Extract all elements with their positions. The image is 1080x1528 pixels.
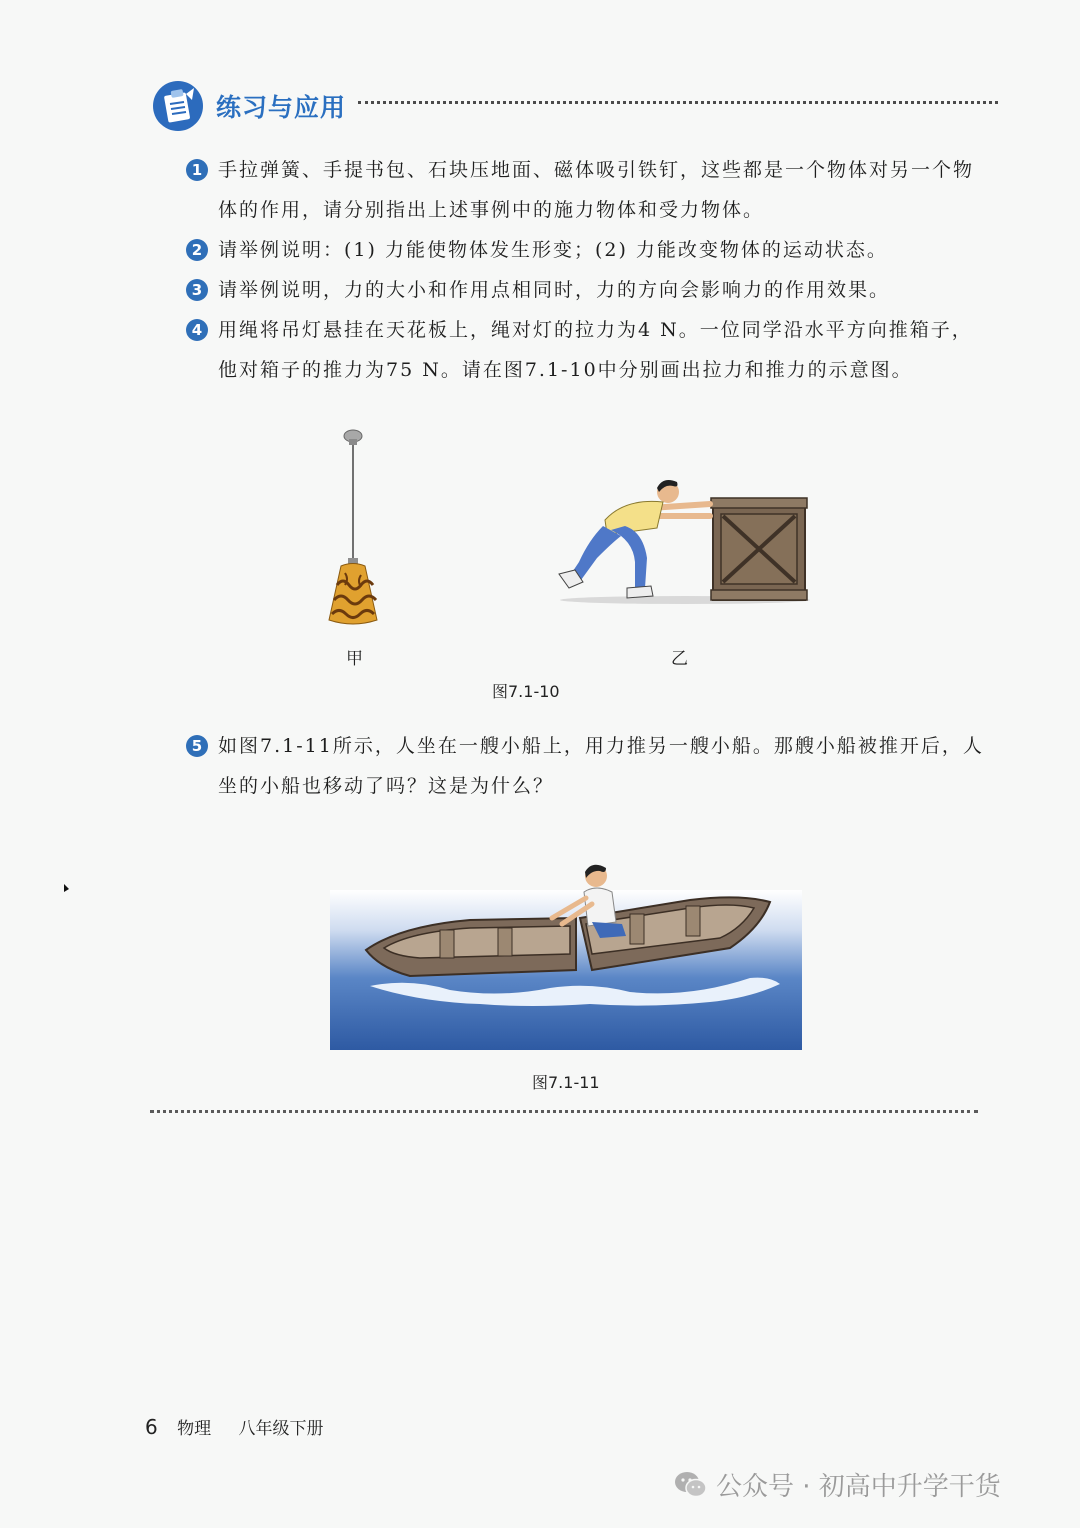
question-number-badge: 3 [186, 279, 208, 301]
bottom-divider [150, 1110, 978, 1113]
subject-name: 物理 [177, 1419, 212, 1439]
figure-label-a: 甲 [346, 649, 363, 669]
volume-name: 八年级下册 [238, 1419, 324, 1439]
question-text: 手拉弹簧、手提书包、石块压地面、磁体吸引铁钉，这些都是一个物体对另一个物体的作用，请分别指出上述事例中的施力物体和受力物体。 [218, 159, 975, 221]
section-title: 练习与应用 [216, 93, 347, 122]
boats-illustration [330, 858, 802, 1050]
figure-caption-10: 图7.1-10 [492, 682, 560, 701]
question-text: 请举例说明，力的大小和作用点相同时，力的方向会影响力的作用效果。 [218, 279, 891, 301]
question-number-badge: 4 [186, 319, 208, 341]
figure-caption-11: 图7.1-11 [532, 1073, 600, 1092]
page-number: 6 [145, 1415, 158, 1439]
figure-label-b: 乙 [671, 649, 688, 669]
watermark [674, 1466, 1001, 1503]
question-text: 如图7.1-11所示，人坐在一艘小船上，用力推另一艘小船。那艘小船被推开后，人坐的小船也移动了吗？这是为什么？ [218, 735, 984, 797]
boy-pushing-crate-illustration [545, 470, 815, 610]
question-text: 请举例说明：(1) 力能使物体发生形变；(2) 力能改变物体的运动状态。 [218, 239, 888, 261]
question-number-badge: 1 [186, 159, 208, 181]
question-2 [186, 230, 986, 270]
question-1 [186, 150, 986, 230]
scan-artifact [64, 884, 69, 892]
question-5 [186, 726, 986, 806]
header-divider [358, 101, 998, 104]
hanging-lamp-illustration [315, 425, 395, 630]
watermark-text: 公众号 · 初高中升学干货 [716, 1472, 1001, 1502]
question-3 [186, 270, 986, 310]
question-number-badge: 2 [186, 239, 208, 261]
question-4 [186, 310, 986, 390]
question-text: 用绳将吊灯悬挂在天花板上，绳对灯的拉力为4 N。一位同学沿水平方向推箱子，他对箱子的推力为75 N。请在图7.1-10中分别画出拉力和推力的示意图。 [218, 319, 973, 381]
page-footer [145, 1414, 324, 1439]
exercise-clipboard-icon [152, 80, 204, 132]
question-number-badge: 5 [186, 735, 208, 757]
wechat-icon [674, 1470, 708, 1500]
